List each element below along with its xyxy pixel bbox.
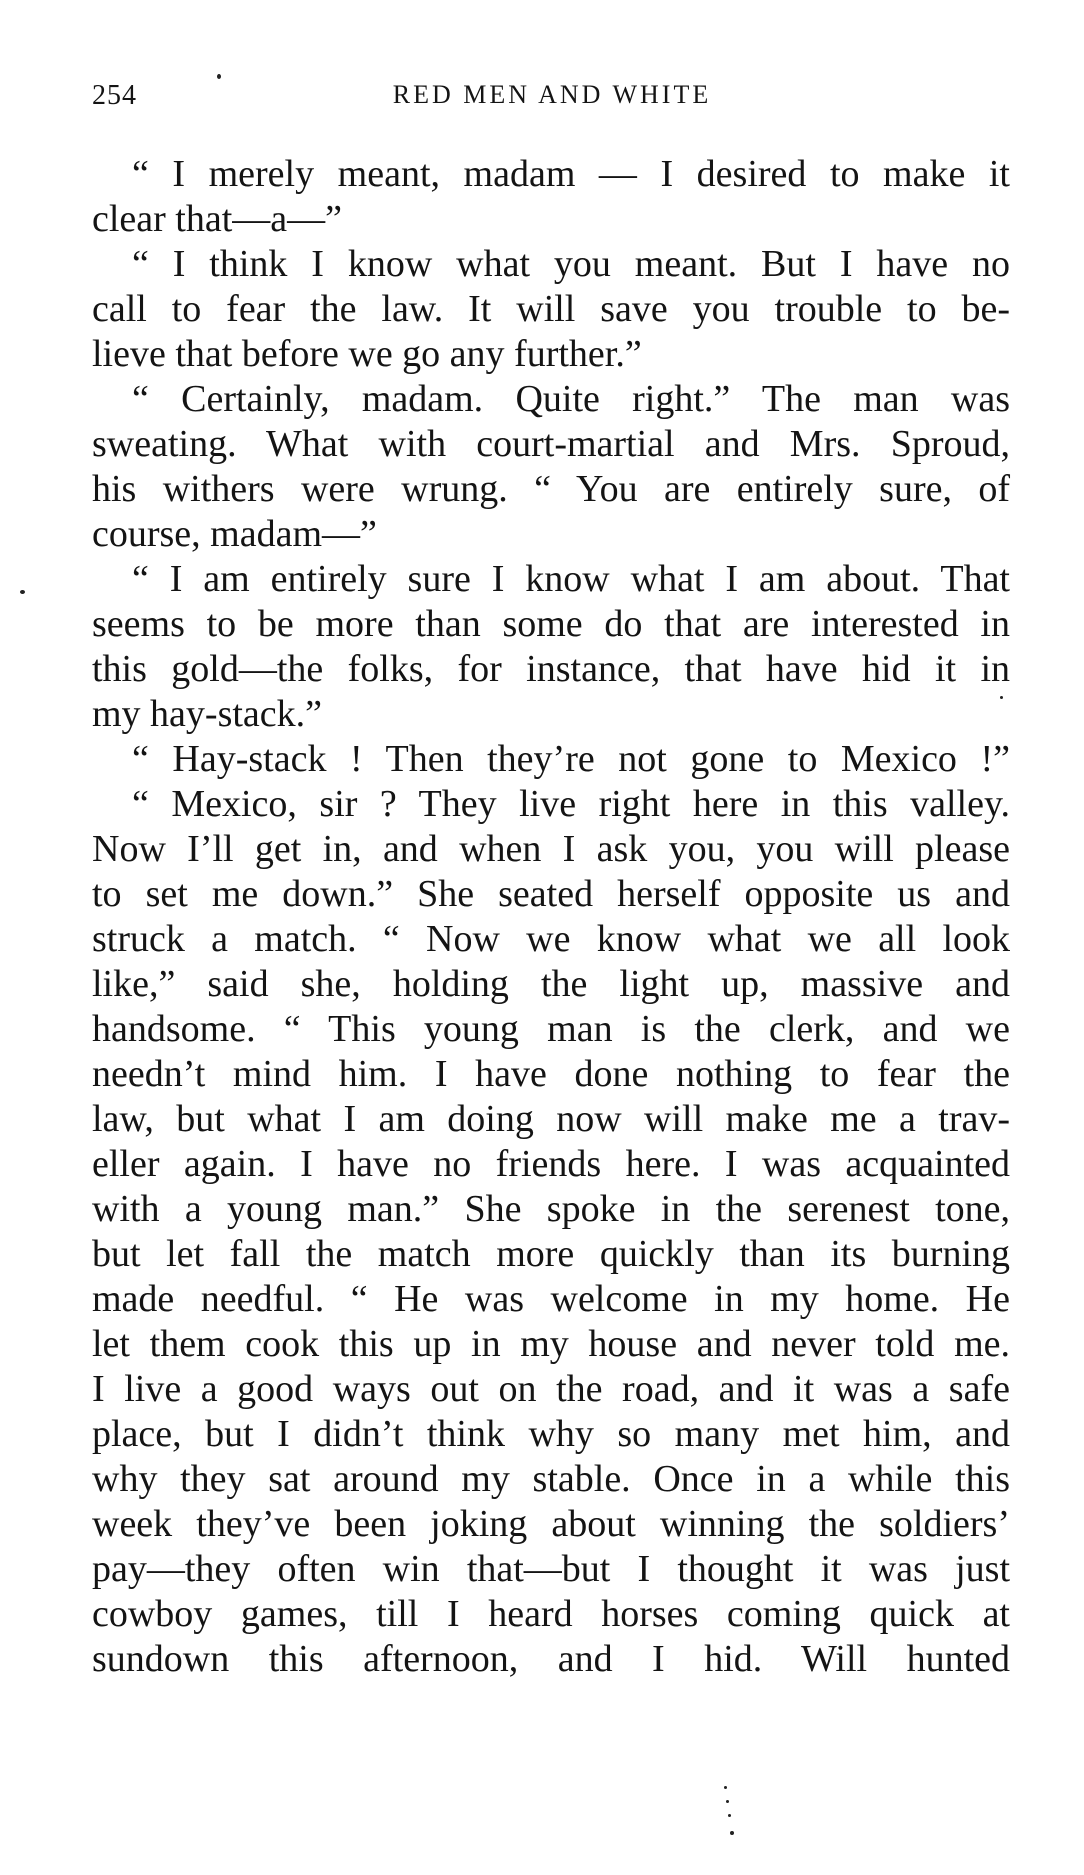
text-line: law, but what I am doing now will make me a trav-: [92, 1098, 1010, 1140]
scan-speck: [217, 74, 221, 79]
text-line: “ I think I know what you meant. But I have no: [132, 243, 1010, 285]
text-line: handsome. “ This young man is the clerk, and we: [92, 1008, 1010, 1050]
scan-speck: [724, 1786, 727, 1789]
running-title: RED MEN AND WHITE: [392, 80, 712, 109]
text-line: his withers were wrung. “ You are entirely sure, of: [92, 468, 1010, 510]
text-line: week they’ve been joking about winning the soldiers’: [92, 1503, 1010, 1545]
text-line: “ I am entirely sure I know what I am about. That: [132, 558, 1010, 600]
text-line: my hay-stack.”: [92, 693, 323, 735]
text-line: place, but I didn’t think why so many met him, and: [92, 1413, 1010, 1455]
text-line: let them cook this up in my house and never told me.: [92, 1323, 1010, 1365]
text-line: call to fear the law. It will save you trouble to be-: [92, 288, 1010, 330]
text-line: made needful. “ He was welcome in my home. He: [92, 1278, 1010, 1320]
scan-speck: [20, 590, 25, 594]
text-line: I live a good ways out on the road, and it was a safe: [92, 1368, 1010, 1410]
text-line: “ Mexico, sir ? They live right here in this valley.: [132, 783, 1010, 825]
text-line: clear that—a—”: [92, 198, 343, 240]
text-line: like,” said she, holding the light up, massive and: [92, 963, 1010, 1005]
scan-speck: [1000, 696, 1003, 699]
text-line: to set me down.” She seated herself opposite us and: [92, 873, 1010, 915]
text-line: struck a match. “ Now we know what we all look: [92, 918, 1010, 960]
body-text: [92, 152, 1010, 1682]
text-line: why they sat around my stable. Once in a while this: [92, 1458, 1010, 1500]
text-line: this gold—the folks, for instance, that have hid it in: [92, 648, 1010, 690]
text-line: sundown this afternoon, and I hid. Will hunted: [92, 1638, 1010, 1680]
scan-speck: [730, 1831, 734, 1835]
text-line: but let fall the match more quickly than its burning: [92, 1233, 1010, 1275]
text-line: cowboy games, till I heard horses coming quick at: [92, 1593, 1010, 1635]
text-line: with a young man.” She spoke in the serenest tone,: [92, 1188, 1010, 1230]
text-line: Now I’ll get in, and when I ask you, you will please: [92, 828, 1010, 870]
text-line: “ Certainly, madam. Quite right.” The man was: [132, 378, 1010, 420]
text-line: lieve that before we go any further.”: [92, 333, 642, 375]
text-line: eller again. I have no friends here. I was acquainted: [92, 1143, 1010, 1185]
page-number: 254: [92, 80, 137, 111]
scan-speck: [728, 1814, 731, 1817]
text-line: sweating. What with court-martial and Mrs. Sproud,: [92, 423, 1010, 465]
text-line: seems to be more than some do that are interested in: [92, 603, 1010, 645]
text-line: course, madam—”: [92, 513, 377, 555]
text-line: pay—they often win that—but I thought it was just: [92, 1548, 1010, 1590]
running-head: [92, 80, 1012, 120]
scan-speck: [726, 1800, 729, 1803]
text-line: “ I merely meant, madam — I desired to make it: [132, 153, 1010, 195]
text-line: “ Hay-stack ! Then they’re not gone to Mexico !”: [132, 738, 1010, 780]
text-line: needn’t mind him. I have done nothing to fear the: [92, 1053, 1010, 1095]
